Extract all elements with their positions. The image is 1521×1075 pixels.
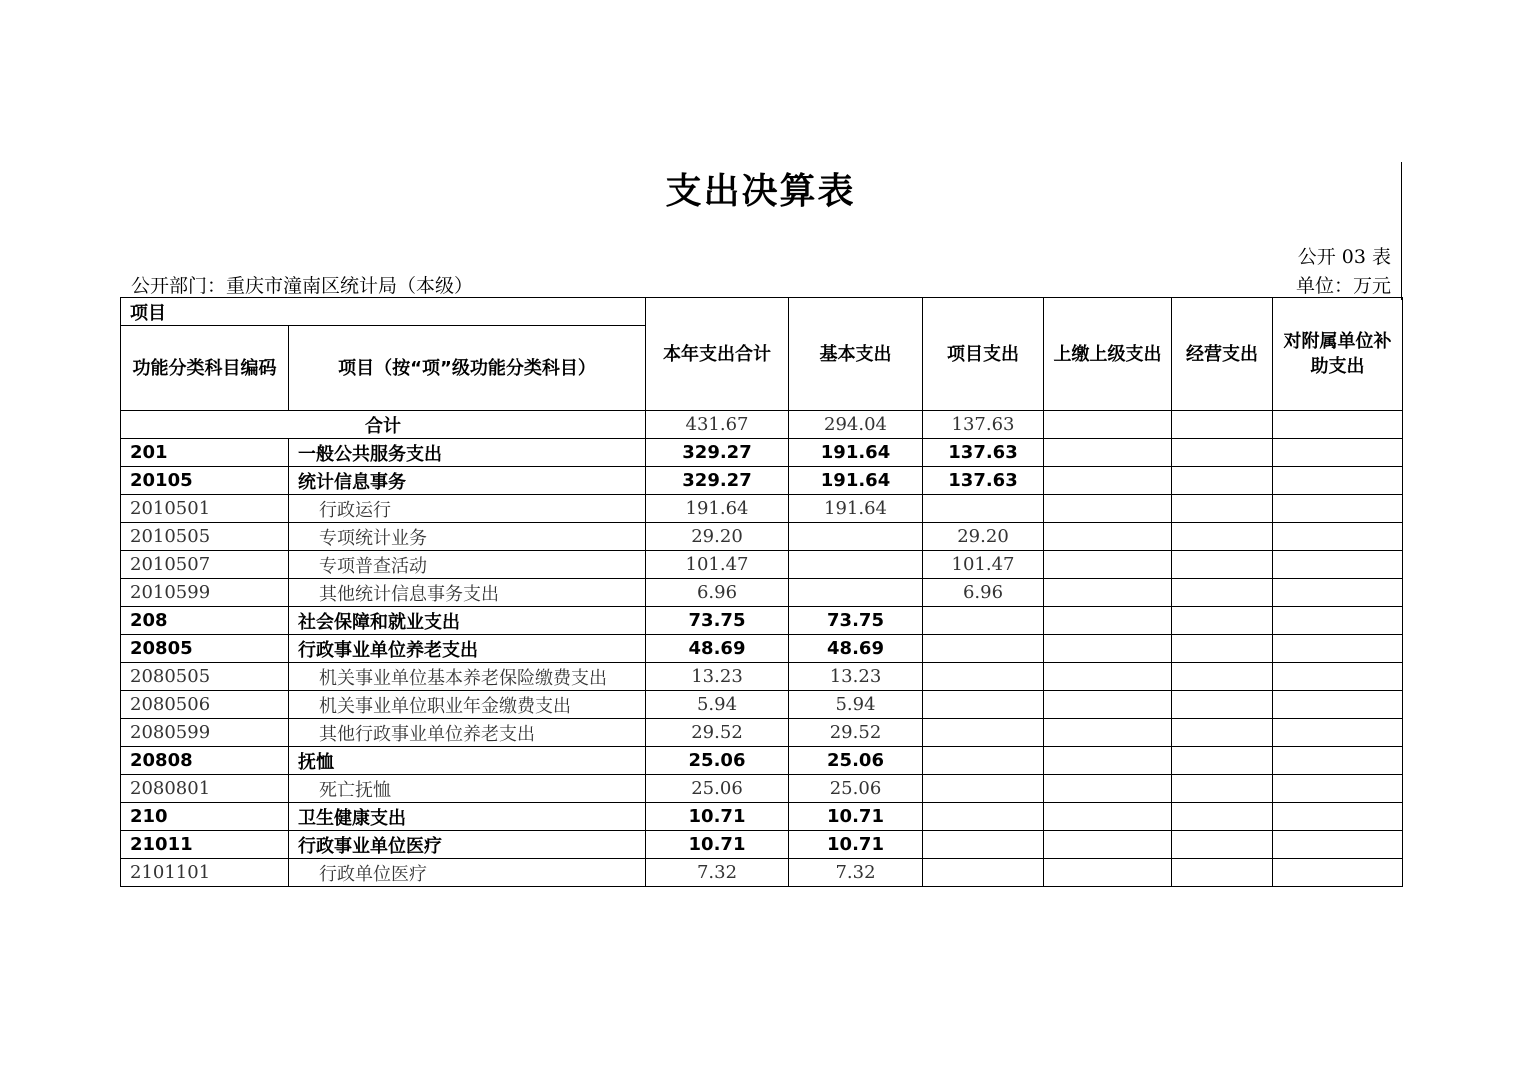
row-code: 210 <box>121 803 289 831</box>
row-project <box>923 663 1044 691</box>
row-business <box>1172 495 1273 523</box>
table-row <box>121 551 1403 579</box>
row-business <box>1172 859 1273 887</box>
row-basic: 10.71 <box>789 803 923 831</box>
row-name: 专项普查活动 <box>289 551 646 579</box>
row-basic <box>789 551 923 579</box>
table-row <box>121 663 1403 691</box>
table-row <box>121 803 1403 831</box>
table-number: 公开 03 表 <box>1297 246 1391 268</box>
row-subsidy <box>1273 495 1403 523</box>
row-upper <box>1044 747 1172 775</box>
row-business <box>1172 831 1273 859</box>
table-row <box>121 719 1403 747</box>
row-subsidy <box>1273 523 1403 551</box>
row-total: 101.47 <box>646 551 789 579</box>
row-upper <box>1044 691 1172 719</box>
unit-label: 单位：万元 <box>1295 275 1391 297</box>
row-name: 一般公共服务支出 <box>289 439 646 467</box>
row-basic: 29.52 <box>789 719 923 747</box>
row-name: 行政单位医疗 <box>289 859 646 887</box>
header-code: 功能分类科目编码 <box>121 326 289 411</box>
row-name: 行政事业单位医疗 <box>289 831 646 859</box>
row-upper <box>1044 495 1172 523</box>
table-row <box>121 635 1403 663</box>
row-subsidy <box>1273 467 1403 495</box>
row-basic: 191.64 <box>789 439 923 467</box>
row-name: 社会保障和就业支出 <box>289 607 646 635</box>
row-name: 其他统计信息事务支出 <box>289 579 646 607</box>
table-row <box>121 579 1403 607</box>
row-business <box>1172 635 1273 663</box>
row-code: 2080599 <box>121 719 289 747</box>
total-cell-upper <box>1044 411 1172 439</box>
row-project <box>923 607 1044 635</box>
table-row <box>121 439 1403 467</box>
row-upper <box>1044 551 1172 579</box>
page-title: 支出决算表 <box>665 171 856 212</box>
row-code: 2080505 <box>121 663 289 691</box>
row-basic: 13.23 <box>789 663 923 691</box>
row-subsidy <box>1273 607 1403 635</box>
row-subsidy <box>1273 831 1403 859</box>
row-total: 73.75 <box>646 607 789 635</box>
row-upper <box>1044 523 1172 551</box>
row-basic: 191.64 <box>789 467 923 495</box>
row-code: 20805 <box>121 635 289 663</box>
row-upper <box>1044 775 1172 803</box>
row-name: 统计信息事务 <box>289 467 646 495</box>
row-basic: 10.71 <box>789 831 923 859</box>
row-upper <box>1044 579 1172 607</box>
row-basic: 191.64 <box>789 495 923 523</box>
row-upper <box>1044 439 1172 467</box>
row-name: 其他行政事业单位养老支出 <box>289 719 646 747</box>
row-project <box>923 635 1044 663</box>
row-total: 10.71 <box>646 831 789 859</box>
row-upper <box>1044 607 1172 635</box>
row-code: 201 <box>121 439 289 467</box>
row-total: 25.06 <box>646 747 789 775</box>
row-business <box>1172 719 1273 747</box>
expenditure-table <box>120 297 1403 887</box>
row-basic: 48.69 <box>789 635 923 663</box>
table-row <box>121 775 1403 803</box>
row-subsidy <box>1273 859 1403 887</box>
row-total: 13.23 <box>646 663 789 691</box>
row-business <box>1172 663 1273 691</box>
department-label: 公开部门：重庆市潼南区统计局（本级） <box>131 275 474 297</box>
row-upper <box>1044 467 1172 495</box>
row-business <box>1172 691 1273 719</box>
header-row-top <box>121 298 1403 326</box>
row-name: 行政事业单位养老支出 <box>289 635 646 663</box>
row-project <box>923 831 1044 859</box>
row-code: 20808 <box>121 747 289 775</box>
row-business <box>1172 551 1273 579</box>
row-code: 20105 <box>121 467 289 495</box>
row-subsidy <box>1273 719 1403 747</box>
row-subsidy <box>1273 691 1403 719</box>
row-name: 机关事业单位职业年金缴费支出 <box>289 691 646 719</box>
total-cell-total: 431.67 <box>646 411 789 439</box>
header-total: 本年支出合计 <box>646 298 789 411</box>
row-business <box>1172 579 1273 607</box>
row-name: 专项统计业务 <box>289 523 646 551</box>
row-code: 2080801 <box>121 775 289 803</box>
table-row <box>121 747 1403 775</box>
row-project <box>923 803 1044 831</box>
row-business <box>1172 607 1273 635</box>
row-name: 机关事业单位基本养老保险缴费支出 <box>289 663 646 691</box>
row-subsidy <box>1273 747 1403 775</box>
row-code: 2101101 <box>121 859 289 887</box>
row-basic <box>789 579 923 607</box>
row-total: 48.69 <box>646 635 789 663</box>
header-basic: 基本支出 <box>789 298 923 411</box>
total-cell-basic: 294.04 <box>789 411 923 439</box>
row-project: 101.47 <box>923 551 1044 579</box>
row-subsidy <box>1273 439 1403 467</box>
row-business <box>1172 439 1273 467</box>
row-project <box>923 719 1044 747</box>
row-code: 208 <box>121 607 289 635</box>
header-upper-remit: 上缴上级支出 <box>1044 298 1172 411</box>
header-project: 项目 <box>121 298 646 326</box>
row-total: 25.06 <box>646 775 789 803</box>
row-project: 6.96 <box>923 579 1044 607</box>
table-row <box>121 859 1403 887</box>
row-business <box>1172 467 1273 495</box>
header-subsidy: 对附属单位补助支出 <box>1273 298 1403 411</box>
total-row <box>121 411 1403 439</box>
row-name: 抚恤 <box>289 747 646 775</box>
row-subsidy <box>1273 663 1403 691</box>
row-project <box>923 859 1044 887</box>
row-upper <box>1044 831 1172 859</box>
row-business <box>1172 775 1273 803</box>
row-total: 10.71 <box>646 803 789 831</box>
row-business <box>1172 803 1273 831</box>
row-business <box>1172 747 1273 775</box>
row-code: 2080506 <box>121 691 289 719</box>
row-total: 7.32 <box>646 859 789 887</box>
header-business: 经营支出 <box>1172 298 1273 411</box>
row-code: 21011 <box>121 831 289 859</box>
row-subsidy <box>1273 803 1403 831</box>
header-project-expense: 项目支出 <box>923 298 1044 411</box>
header-item: 项目（按“项”级功能分类科目） <box>289 326 646 411</box>
row-code: 2010507 <box>121 551 289 579</box>
row-basic <box>789 523 923 551</box>
table-row <box>121 523 1403 551</box>
row-code: 2010501 <box>121 495 289 523</box>
table-row <box>121 831 1403 859</box>
row-upper <box>1044 859 1172 887</box>
row-upper <box>1044 663 1172 691</box>
table-row <box>121 495 1403 523</box>
table-row <box>121 691 1403 719</box>
row-basic: 25.06 <box>789 775 923 803</box>
row-subsidy <box>1273 551 1403 579</box>
total-label: 合计 <box>121 411 646 439</box>
row-upper <box>1044 803 1172 831</box>
row-subsidy <box>1273 635 1403 663</box>
row-code: 2010505 <box>121 523 289 551</box>
row-upper <box>1044 635 1172 663</box>
table-row <box>121 607 1403 635</box>
row-business <box>1172 523 1273 551</box>
row-total: 191.64 <box>646 495 789 523</box>
row-project <box>923 691 1044 719</box>
row-total: 29.52 <box>646 719 789 747</box>
row-project: 137.63 <box>923 467 1044 495</box>
table-row <box>121 467 1403 495</box>
row-basic: 7.32 <box>789 859 923 887</box>
row-project: 29.20 <box>923 523 1044 551</box>
row-project <box>923 747 1044 775</box>
total-cell-subsidy <box>1273 411 1403 439</box>
row-name: 卫生健康支出 <box>289 803 646 831</box>
row-basic: 73.75 <box>789 607 923 635</box>
row-project <box>923 775 1044 803</box>
total-cell-business <box>1172 411 1273 439</box>
row-total: 329.27 <box>646 467 789 495</box>
row-upper <box>1044 719 1172 747</box>
row-code: 2010599 <box>121 579 289 607</box>
row-total: 6.96 <box>646 579 789 607</box>
row-total: 29.20 <box>646 523 789 551</box>
row-total: 329.27 <box>646 439 789 467</box>
row-subsidy <box>1273 775 1403 803</box>
row-project: 137.63 <box>923 439 1044 467</box>
row-basic: 5.94 <box>789 691 923 719</box>
row-name: 行政运行 <box>289 495 646 523</box>
row-basic: 25.06 <box>789 747 923 775</box>
total-cell-project: 137.63 <box>923 411 1044 439</box>
row-subsidy <box>1273 579 1403 607</box>
row-project <box>923 495 1044 523</box>
row-total: 5.94 <box>646 691 789 719</box>
row-name: 死亡抚恤 <box>289 775 646 803</box>
